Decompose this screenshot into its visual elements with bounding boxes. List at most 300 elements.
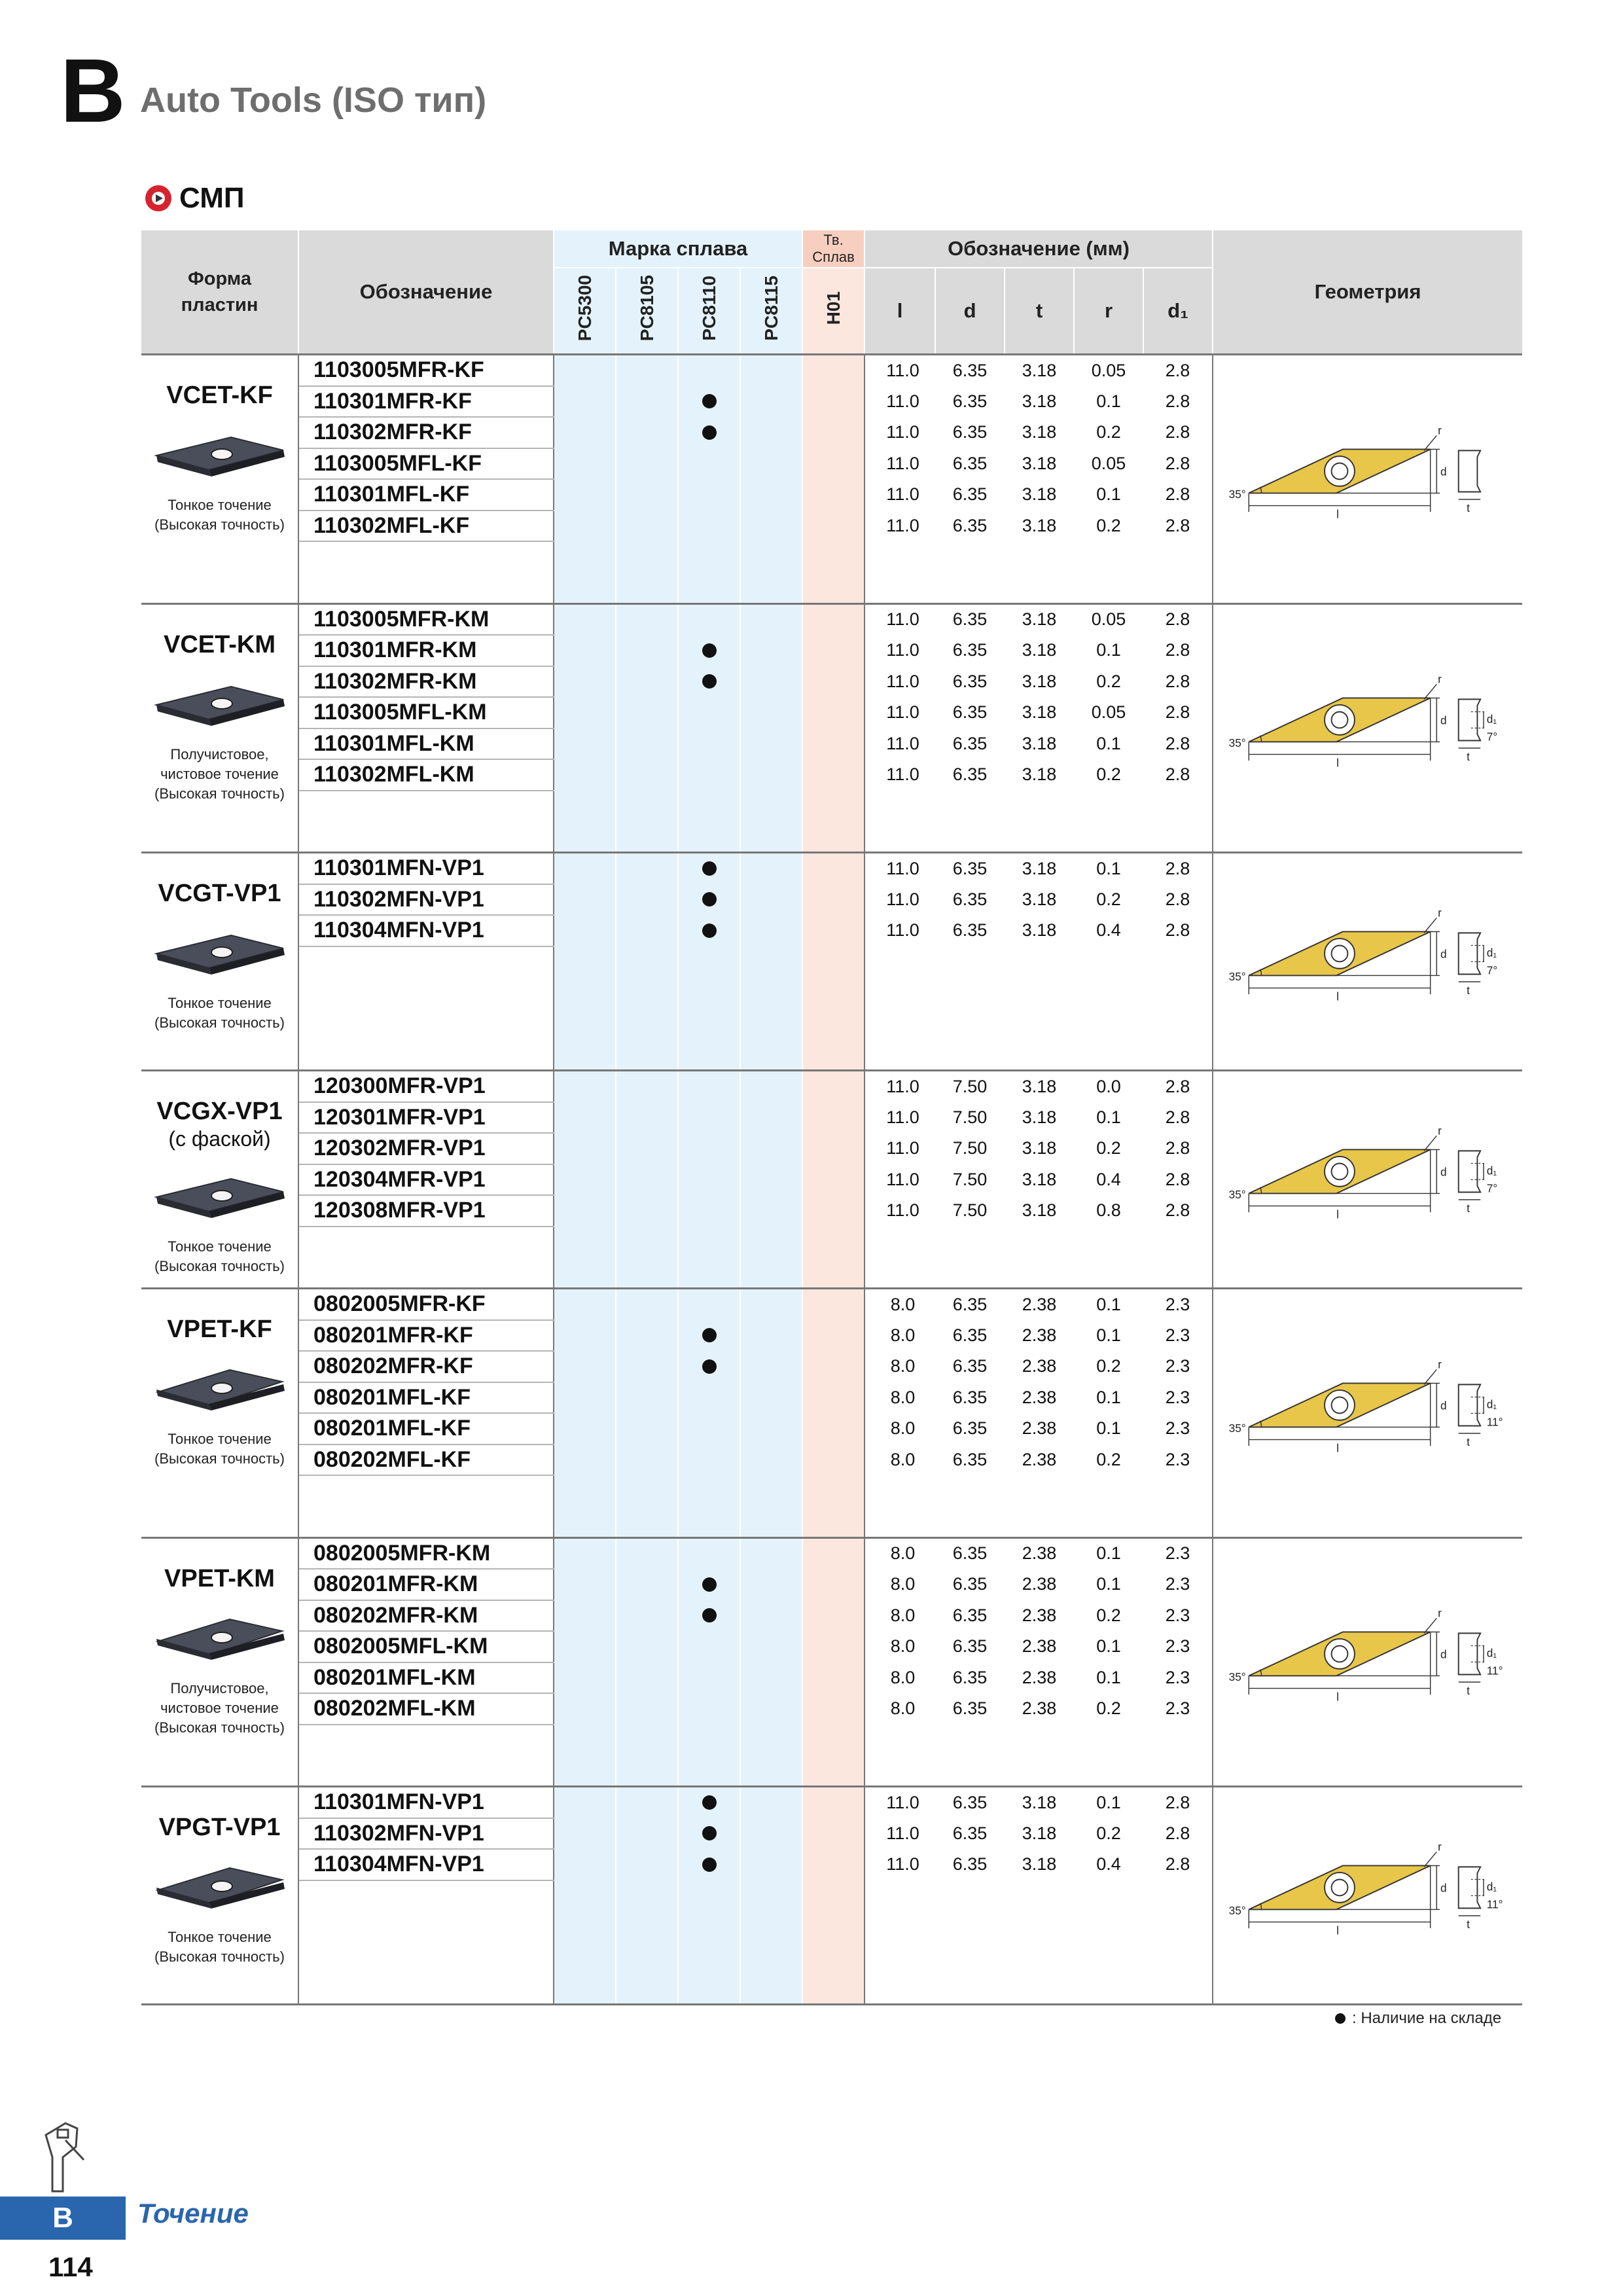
dimension-cell: 11.0 [886, 515, 919, 535]
stock-dot-icon [702, 1795, 717, 1810]
dimension-cell: 3.18 [1005, 853, 1074, 884]
geometry-t-label: t [1467, 750, 1470, 764]
grade-cell [740, 1320, 802, 1352]
carbide-cell [802, 479, 865, 511]
dimension-cell: 6.35 [952, 515, 988, 535]
designation-cell: 1103005MFR-KM [298, 603, 554, 635]
dimension-cell: 8.0 [865, 1289, 935, 1320]
dimension-cell: 3.18 [1022, 453, 1057, 473]
geometry-r-label: r [1438, 1124, 1442, 1138]
dimension-cell: 3.18 [1005, 355, 1074, 386]
grade-cell [678, 1631, 740, 1662]
grade-cell [740, 1444, 802, 1476]
dimension-cell: 0.05 [1091, 702, 1126, 723]
stock-dot-icon [702, 643, 717, 658]
grade-cell [740, 666, 802, 698]
carbide-cell [802, 791, 865, 853]
dimension-cell: 0.05 [1074, 355, 1143, 386]
geometry-angle-label: 35° [1228, 487, 1246, 501]
grade-cell [678, 1413, 740, 1444]
dimension-cell: 0.2 [1096, 1356, 1121, 1376]
table-row [141, 1289, 1522, 1320]
stock-dot-icon [702, 861, 717, 876]
dimension-cell: 2.8 [1143, 479, 1213, 511]
dimension-cell: 3.18 [1022, 1854, 1057, 1874]
grade-cell [678, 1444, 740, 1476]
carbide-cell [802, 1693, 865, 1725]
geometry-d1-label: d₁ [1486, 712, 1497, 726]
chapter-title: Auto Tools (ISO тип) [140, 81, 487, 120]
dimension-cell: 0.1 [1096, 1387, 1121, 1407]
grade-cell [554, 1195, 616, 1227]
dimension-cell: 2.38 [1022, 1605, 1057, 1625]
col-geometry: Геометрия [1213, 230, 1522, 355]
carbide-cell [802, 1351, 865, 1382]
carbide-cell [802, 1102, 865, 1134]
grade-cell [554, 1693, 616, 1725]
dimension-cell: 3.18 [1022, 515, 1057, 535]
grade-cell [678, 1880, 740, 2005]
geometry-side-angle-label: 11° [1486, 1897, 1503, 1911]
carbide-cell [802, 1849, 865, 1880]
dimension-cell: 0.2 [1096, 1449, 1121, 1469]
dimension-cell: 2.38 [1022, 1387, 1057, 1407]
dimension-cell: 0.1 [1074, 853, 1143, 884]
geometry-cell [1213, 1071, 1522, 1289]
application-description: чистовое точение [160, 765, 279, 782]
carbide-cell [802, 1787, 865, 1818]
dimension-cell: 2.3 [1143, 1600, 1213, 1632]
designation-cell: 110302MFL-KM [298, 759, 554, 791]
application-description: Тонкое точение [168, 1929, 272, 1945]
grade-cell [616, 1693, 678, 1725]
dimension-cell: 3.18 [1022, 1169, 1057, 1189]
dimension-cell: 2.8 [1143, 635, 1213, 666]
grade-cell [740, 1289, 802, 1320]
dimension-cell: 8.0 [890, 1605, 916, 1625]
dimension-cell: 11.0 [886, 1169, 919, 1189]
dimension-cell: 0.0 [1074, 1071, 1143, 1102]
dimension-cell: 6.35 [952, 1356, 988, 1376]
grade-cell [740, 603, 802, 635]
geometry-angle-label: 35° [1228, 1188, 1246, 1202]
carbide-cell [802, 1600, 865, 1632]
spacer-cell [298, 541, 554, 603]
grade-cell [740, 1071, 802, 1102]
turning-tool-icon [43, 2121, 89, 2193]
col-grade-group: Марка сплава [554, 230, 802, 268]
dimension-cell: 6.35 [952, 453, 988, 473]
dimension-cell: 6.35 [935, 603, 1005, 635]
grade-cell [740, 635, 802, 666]
carbide-cell [802, 853, 865, 884]
dimension-cell: 6.35 [952, 889, 988, 909]
designation-cell: 110302MFR-KF [298, 417, 554, 448]
grade-cell [678, 1195, 740, 1227]
grade-cell [616, 603, 678, 635]
grade-cell [740, 1382, 802, 1414]
dimension-cell: 6.35 [952, 1605, 988, 1625]
geometry-t-label: t [1467, 1202, 1470, 1215]
grade-cell [616, 1413, 678, 1444]
dimension-cell: 0.1 [1096, 733, 1121, 753]
grade-cell [554, 1133, 616, 1164]
dimension-cell: 11.0 [886, 1854, 919, 1874]
dimension-cell: 11.0 [886, 391, 919, 411]
insert-photo [151, 1863, 289, 1912]
grade-cell [678, 355, 740, 386]
grade-cell [616, 946, 678, 1071]
application-description: (Высокая точность) [154, 1948, 285, 1965]
footer-category: Точение [137, 2198, 249, 2229]
dimension-cell: 2.8 [1143, 1102, 1213, 1134]
grade-cell [554, 1164, 616, 1196]
grade-cell [740, 1631, 802, 1662]
grade-cell [554, 1351, 616, 1382]
dimension-cell: 6.35 [952, 484, 988, 505]
grade-cell [554, 511, 616, 542]
dimension-cell: 6.35 [935, 355, 1005, 386]
table-row [141, 1071, 1522, 1102]
application-description: Получистовое, [170, 745, 269, 762]
geometry-r-label: r [1438, 1606, 1442, 1620]
application-description: Тонкое точение [168, 1431, 272, 1447]
carbide-cell [802, 1444, 865, 1476]
table-row [141, 853, 1522, 884]
dimension-cell: 11.0 [886, 1200, 919, 1221]
dimension-cell: 7.50 [952, 1200, 988, 1221]
dimension-cell: 11.0 [886, 920, 919, 941]
geometry-l-label: l [1336, 1208, 1340, 1221]
stock-dot-icon [702, 1328, 717, 1342]
grade-cell [678, 1382, 740, 1414]
carbide-cell [802, 355, 865, 386]
insert-photo [151, 1365, 289, 1414]
dimension-cell: 3.18 [1022, 484, 1057, 505]
grade-cell [740, 791, 802, 853]
designation-cell: 110304MFN-VP1 [298, 1849, 554, 1880]
dimension-cell: 2.38 [1022, 1449, 1057, 1469]
table-row [141, 355, 1522, 386]
designation-cell: 110302MFR-KM [298, 666, 554, 698]
dimension-cell: 0.1 [1074, 1289, 1143, 1320]
stock-dot-icon [702, 674, 717, 689]
dimension-cell: 6.35 [935, 1787, 1005, 1818]
stock-dot-icon [702, 1826, 717, 1840]
designation-cell: 110301MFN-VP1 [298, 1787, 554, 1818]
grade-cell [740, 1164, 802, 1196]
dimension-cell: 7.50 [935, 1071, 1005, 1102]
geometry-d1-label: d₁ [1486, 946, 1497, 960]
grade-cell [740, 479, 802, 511]
carbide-cell [802, 1537, 865, 1569]
chapter-letter: B [60, 41, 126, 141]
designation-cell: 110301MFN-VP1 [298, 853, 554, 884]
dimension-cell: 6.35 [952, 764, 988, 785]
carbide-cell [802, 1133, 865, 1164]
geometry-angle-label: 35° [1228, 1421, 1246, 1435]
insert-shape-name: VPET-KM [164, 1564, 275, 1592]
insert-photo [151, 929, 289, 978]
carbide-cell [802, 1382, 865, 1414]
dimension-cell: 11.0 [886, 1823, 919, 1843]
geometry-angle-label: 35° [1228, 970, 1246, 984]
col-hard: H01 [802, 268, 865, 355]
carbide-cell [802, 635, 865, 666]
grade-cell [740, 1849, 802, 1880]
carbide-cell [802, 448, 865, 480]
carbide-cell [802, 666, 865, 698]
dimension-cell: 3.18 [1022, 702, 1057, 723]
grade-cell [678, 1133, 740, 1164]
geometry-d-label: d [1440, 1165, 1447, 1179]
dimension-cell: 0.2 [1096, 1698, 1121, 1719]
grade-cell [678, 1102, 740, 1134]
grade-cell [616, 728, 678, 760]
grade-cell [616, 1289, 678, 1320]
dimension-cell: 6.35 [935, 853, 1005, 884]
grade-cell [616, 1351, 678, 1382]
grade-cell [678, 1693, 740, 1725]
grade-cell [554, 1537, 616, 1569]
grade-cell [554, 666, 616, 698]
dimension-cell: 6.35 [952, 1823, 988, 1843]
dimension-cell: 6.35 [952, 1667, 988, 1687]
col-grade: PC8115 [740, 268, 802, 355]
carbide-cell [802, 386, 865, 418]
dimension-cell: 11.0 [886, 671, 919, 691]
grade-cell [678, 511, 740, 542]
grade-cell [678, 1662, 740, 1694]
dimension-cell: 6.35 [952, 1418, 988, 1439]
dimension-cell: 2.8 [1143, 1818, 1213, 1850]
designation-cell: 1103005MFR-KF [298, 355, 554, 386]
carbide-cell [802, 603, 865, 635]
insert-photo [151, 1614, 289, 1663]
dimension-cell: 2.38 [1022, 1667, 1057, 1687]
geometry-t-label: t [1467, 501, 1470, 514]
grade-cell [678, 417, 740, 448]
dimension-cell: 6.35 [952, 1325, 988, 1345]
dimension-cell: 2.38 [1022, 1356, 1057, 1376]
grade-cell [616, 1102, 678, 1134]
grade-cell [740, 1537, 802, 1569]
dimension-cell: 2.8 [1143, 697, 1213, 728]
dimension-cell: 6.35 [952, 733, 988, 753]
grade-cell [616, 1444, 678, 1476]
grade-cell [740, 1600, 802, 1632]
stock-legend [1335, 2009, 1501, 2028]
dimension-cell: 6.35 [952, 1854, 988, 1874]
carbide-cell [802, 1227, 865, 1289]
stock-dot-icon [702, 1577, 717, 1592]
grade-cell [616, 1164, 678, 1196]
dimension-cell: 8.0 [890, 1449, 916, 1469]
grade-cell [678, 728, 740, 760]
grade-cell [554, 1631, 616, 1662]
col-shape: Форма пластин [141, 230, 298, 355]
carbide-cell [802, 541, 865, 603]
shape-cell [141, 603, 298, 853]
grade-cell [616, 1631, 678, 1662]
grade-cell [616, 1818, 678, 1850]
dimension-cell: 7.50 [952, 1169, 988, 1189]
dimension-cell: 11.0 [865, 603, 935, 635]
carbide-cell [802, 1631, 865, 1662]
dimension-cell: 0.4 [1096, 920, 1121, 941]
grade-cell [616, 915, 678, 946]
grade-cell [678, 1071, 740, 1102]
dimension-cell: 2.8 [1143, 1849, 1213, 1880]
dimension-cell: 0.1 [1096, 1574, 1121, 1594]
col-designation: Обозначение [298, 230, 554, 355]
spacer-cell [298, 791, 554, 853]
dimension-cell: 0.1 [1096, 640, 1121, 660]
dimension-cell: 0.2 [1096, 671, 1121, 691]
dimension-cell: 2.38 [1022, 1636, 1057, 1657]
grade-cell [678, 386, 740, 418]
stock-dot-icon [702, 1857, 717, 1872]
spacer-cell [865, 1880, 1213, 2005]
grade-cell [678, 884, 740, 916]
designation-cell: 080202MFR-KM [298, 1600, 554, 1632]
designation-cell: 080202MFL-KF [298, 1444, 554, 1476]
geometry-d-label: d [1440, 465, 1447, 478]
designation-cell: 120300MFR-VP1 [298, 1071, 554, 1102]
geometry-r-label: r [1438, 1357, 1442, 1371]
section-title: СМП [179, 182, 245, 214]
col-dim: l [865, 268, 935, 355]
grade-cell [554, 448, 616, 480]
dimension-cell: 3.18 [1022, 1107, 1057, 1127]
dimension-cell: 3.18 [1022, 671, 1057, 691]
dimension-cell: 0.2 [1096, 515, 1121, 535]
geometry-l-label: l [1336, 1441, 1340, 1455]
stock-dot-icon [1335, 2013, 1346, 2024]
grade-cell [678, 853, 740, 884]
grade-cell [678, 791, 740, 853]
dimension-cell: 11.0 [886, 702, 919, 723]
insert-shape-name: VPET-KF [167, 1316, 272, 1343]
table-row [141, 603, 1522, 635]
designation-cell: 110302MFL-KF [298, 511, 554, 542]
grade-cell [616, 1133, 678, 1164]
dimension-cell: 8.0 [890, 1387, 916, 1407]
designation-cell: 110301MFL-KF [298, 479, 554, 511]
geometry-r-label: r [1438, 423, 1442, 437]
grade-cell [616, 1537, 678, 1569]
grade-cell [616, 417, 678, 448]
dimension-cell: 0.1 [1096, 391, 1121, 411]
grade-cell [678, 1475, 740, 1537]
dimension-cell: 8.0 [890, 1667, 916, 1687]
dimension-cell: 11.0 [886, 889, 919, 909]
carbide-cell [802, 1413, 865, 1444]
grade-cell [616, 1569, 678, 1600]
geometry-angle-label: 35° [1228, 736, 1246, 750]
dimension-cell: 11.0 [886, 1138, 919, 1158]
grade-cell [554, 1475, 616, 1537]
grade-cell [554, 946, 616, 1071]
dimension-cell: 11.0 [886, 733, 919, 753]
dimension-cell: 2.8 [1143, 1164, 1213, 1196]
grade-cell [554, 541, 616, 603]
spacer-cell [865, 946, 1213, 1071]
dimension-cell: 8.0 [890, 1574, 916, 1594]
spacer-cell [298, 946, 554, 1071]
dimension-cell: 0.1 [1096, 1418, 1121, 1439]
dimension-cell: 3.18 [1022, 391, 1057, 411]
insert-shape-name: VCET-KF [166, 382, 273, 409]
dimension-cell: 2.8 [1143, 603, 1213, 635]
grade-cell [554, 1320, 616, 1352]
carbide-cell [802, 946, 865, 1071]
grade-cell [740, 541, 802, 603]
grade-cell [678, 1600, 740, 1632]
dimension-cell: 2.3 [1143, 1631, 1213, 1662]
grade-cell [616, 479, 678, 511]
col-grade: PC5300 [554, 268, 616, 355]
grade-cell [740, 1475, 802, 1537]
dimension-cell: 6.35 [952, 920, 988, 941]
designation-cell: 120308MFR-VP1 [298, 1195, 554, 1227]
geometry-side-angle-label: 7° [1486, 1181, 1498, 1195]
grade-cell [740, 1351, 802, 1382]
grade-cell [740, 946, 802, 1071]
designation-cell: 080201MFL-KF [298, 1413, 554, 1444]
dimension-cell: 0.2 [1096, 1138, 1121, 1158]
geometry-t-label: t [1467, 1435, 1470, 1448]
dimension-cell: 2.8 [1143, 355, 1213, 386]
dimension-cell: 11.0 [886, 484, 919, 505]
dimension-cell: 8.0 [865, 1537, 935, 1569]
grade-cell [554, 1071, 616, 1102]
dimension-cell: 2.3 [1143, 1693, 1213, 1725]
grade-cell [678, 479, 740, 511]
grade-cell [554, 1227, 616, 1289]
grade-cell [678, 603, 740, 635]
grade-cell [616, 511, 678, 542]
grade-cell [616, 635, 678, 666]
spacer-cell [865, 1475, 1213, 1537]
grade-cell [554, 479, 616, 511]
dimension-cell: 11.0 [886, 422, 919, 442]
geometry-d-label: d [1440, 947, 1447, 961]
geometry-angle-label: 35° [1228, 1904, 1246, 1918]
dimension-cell: 3.18 [1005, 603, 1074, 635]
grade-cell [554, 417, 616, 448]
grade-cell [554, 1569, 616, 1600]
dimension-cell: 6.35 [952, 422, 988, 442]
dimension-cell: 7.50 [952, 1107, 988, 1127]
arrow-circle-icon [145, 185, 171, 211]
grade-cell [554, 1849, 616, 1880]
dimension-cell: 0.2 [1096, 1823, 1121, 1843]
insert-photo [151, 680, 289, 729]
grade-cell [740, 884, 802, 916]
spacer-cell [298, 1227, 554, 1289]
grade-cell [616, 791, 678, 853]
application-description: Тонкое точение [168, 995, 272, 1011]
dimension-cell: 0.2 [1096, 889, 1121, 909]
geometry-cell [1213, 853, 1522, 1071]
dimension-cell: 6.35 [952, 671, 988, 691]
application-description: (Высокая точность) [154, 1450, 285, 1467]
designation-cell: 0802005MFL-KM [298, 1631, 554, 1662]
grade-cell [740, 355, 802, 386]
dimension-cell: 3.18 [1022, 920, 1057, 941]
dimension-cell: 2.38 [1022, 1418, 1057, 1439]
